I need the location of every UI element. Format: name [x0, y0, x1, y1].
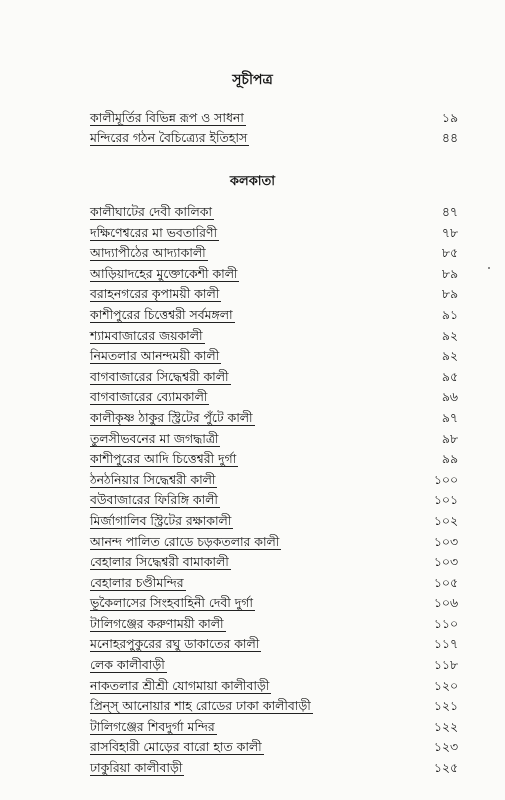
toc-entry-title: বেহালার চণ্ডীমন্দির	[90, 573, 184, 593]
toc-entry-page: ১১৮	[433, 657, 458, 673]
toc-entry	[0, 326, 505, 347]
toc-entry-page: ৯৮	[441, 430, 458, 446]
toc-entry	[0, 470, 505, 491]
toc-entry-title: ঢাকুরিয়া কালীবাড়ী	[90, 758, 182, 778]
toc-entry	[0, 634, 505, 655]
toc-entry	[0, 284, 505, 305]
toc-entry-title: রাসবিহারী মোড়ের বারো হাত কালী	[90, 737, 262, 757]
toc-entry-title: কাশীপুরের চিত্তেশ্বরী সর্বমঙ্গলা	[90, 305, 233, 325]
toc-entry-page: ১২০	[433, 677, 458, 693]
toc-entry-page: ৯৭	[441, 409, 458, 425]
toc-entry	[0, 758, 505, 779]
toc-entry	[0, 552, 505, 573]
toc-entry	[0, 511, 505, 532]
toc-entry-title: ভূকৈলাসের সিংহবাহিনী দেবী দুর্গা	[90, 593, 253, 613]
toc-entry-page: ১২২	[433, 718, 458, 734]
toc-entry-title: কালীমূর্তির বিভিন্ন রূপ ও সাধনা	[90, 108, 244, 128]
toc-entry-title: মনোহরপুকুরের রঘু ডাকাতের কালী	[90, 634, 259, 654]
toc-entry-title: বরাহনগরের কৃপাময়ী কালী	[90, 284, 219, 304]
toc-entry-page: ১০৩	[433, 533, 458, 549]
toc-entry-page: ১০০	[433, 471, 458, 487]
contents-title: সূচীপত্র	[232, 72, 273, 88]
page-speck	[488, 267, 490, 269]
toc-entry	[0, 108, 505, 128]
toc-entry	[0, 593, 505, 614]
toc-entry-title: আনন্দ পালিত রোডে চড়কতলার কালী	[90, 532, 279, 552]
toc-entry	[0, 449, 505, 470]
toc-entry-title: কাশীপুরের আদি চিত্তেশ্বরী দুর্গা	[90, 449, 236, 469]
toc-entry	[0, 737, 505, 758]
toc-entry-title: তুলসীভবনের মা জগদ্ধাত্রী	[90, 429, 218, 449]
toc-entry	[0, 532, 505, 553]
toc-entry-page: ৮৯	[441, 265, 458, 281]
toc-entry-page: ১১০	[433, 615, 458, 631]
toc-entry-page: ৮৯	[441, 286, 458, 302]
toc-entry-title: শ্যামবাজারের জয়কালী	[90, 326, 203, 346]
toc-entry	[0, 367, 505, 388]
toc-entry-title: বেহালার সিদ্ধেশ্বরী বামাকালী	[90, 552, 229, 572]
toc-entry-page: ১০৫	[433, 574, 458, 590]
toc-entry	[0, 490, 505, 511]
toc-entry	[0, 243, 505, 264]
toc-entry-page: ৭৮	[441, 224, 458, 240]
toc-entry-page: ৯৫	[441, 368, 458, 384]
toc-entry-page: ৪৪	[441, 130, 458, 145]
toc-entry-title: নাকতলার শ্রীশ্রী যোগমায়া কালীবাড়ী	[90, 676, 269, 696]
toc-entry-title: টালিগঞ্জের শিবদুর্গা মন্দির	[90, 717, 215, 737]
toc-entry-page: ৪৭	[441, 204, 458, 219]
toc-entry-title: লেক কালীবাড়ী	[90, 655, 165, 675]
toc-entry-title: প্রিন্স্ আনোয়ার শাহ রোডের ঢাকা কালীবাড়ী	[90, 696, 311, 716]
toc-entry-page: ৯২	[441, 327, 458, 343]
toc-entry-page: ১০৬	[433, 595, 458, 611]
toc-entry-title: ঠনঠনিয়ার সিদ্ধেশ্বরী কালী	[90, 470, 215, 490]
section-title: কলকাতা	[229, 174, 276, 189]
toc-entry-title: টালিগঞ্জের করুণাময়ী কালী	[90, 614, 224, 634]
toc-entry	[0, 387, 505, 408]
toc-entry-page: ৯২	[441, 348, 458, 364]
toc-entry-page: ১০৩	[433, 554, 458, 570]
toc-entry	[0, 655, 505, 676]
toc-entry	[0, 614, 505, 635]
toc-entry-page: ১০১	[433, 492, 458, 508]
toc-entry	[0, 223, 505, 244]
toc-entry-page: ১২৫	[433, 760, 458, 776]
toc-entry-title: দক্ষিণেশ্বরের মা ভবতারিণী	[90, 223, 217, 243]
toc-entry-page: ১৯	[441, 110, 458, 125]
toc-entry-title: নিমতলার আনন্দময়ী কালী	[90, 346, 219, 366]
toc-entry	[0, 573, 505, 594]
toc-entry	[0, 128, 505, 148]
intro-entries	[0, 108, 505, 148]
section-entries	[0, 202, 505, 779]
toc-entry-title: আদ্যাপীঠের আদ্যাকালী	[90, 243, 206, 263]
toc-entry	[0, 305, 505, 326]
toc-entry-page: ৯১	[441, 306, 458, 322]
toc-entry	[0, 429, 505, 450]
toc-entry-title: কালীকৃষ্ণ ঠাকুর স্ট্রিটের পুঁটে কালী	[90, 408, 253, 428]
toc-entry-page: ৯৯	[441, 451, 458, 467]
toc-entry-page: ১২৩	[433, 739, 458, 755]
toc-entry-page: ৯৬	[441, 389, 458, 405]
toc-entry	[0, 202, 505, 223]
toc-entry	[0, 346, 505, 367]
toc-entry-title: বাগবাজারের ব্যোমকালী	[90, 387, 207, 407]
toc-entry-title: মির্জাগালিব স্ট্রিটের রক্ষাকালী	[90, 511, 231, 531]
toc-entry	[0, 717, 505, 738]
toc-entry	[0, 264, 505, 285]
toc-entry	[0, 676, 505, 697]
toc-entry-page: ৮৫	[441, 245, 458, 261]
toc-entry-title: কালীঘাটের দেবী কালিকা	[90, 202, 212, 222]
toc-entry-title: বাগবাজারের সিদ্ধেশ্বরী কালী	[90, 367, 229, 387]
toc-entry-title: বউবাজারের ফিরিঙ্গি কালী	[90, 490, 218, 510]
toc-entry-title: আড়িয়াদহের মুক্তোকেশী কালী	[90, 264, 237, 284]
toc-entry-title: মন্দিরের গঠন বৈচিত্র্যের ইতিহাস	[90, 128, 247, 148]
toc-entry-page: ১২১	[433, 698, 458, 714]
toc-entry-page: ১১৭	[433, 636, 458, 652]
toc-entry	[0, 696, 505, 717]
toc-entry	[0, 408, 505, 429]
toc-entry-page: ১০২	[433, 512, 458, 528]
